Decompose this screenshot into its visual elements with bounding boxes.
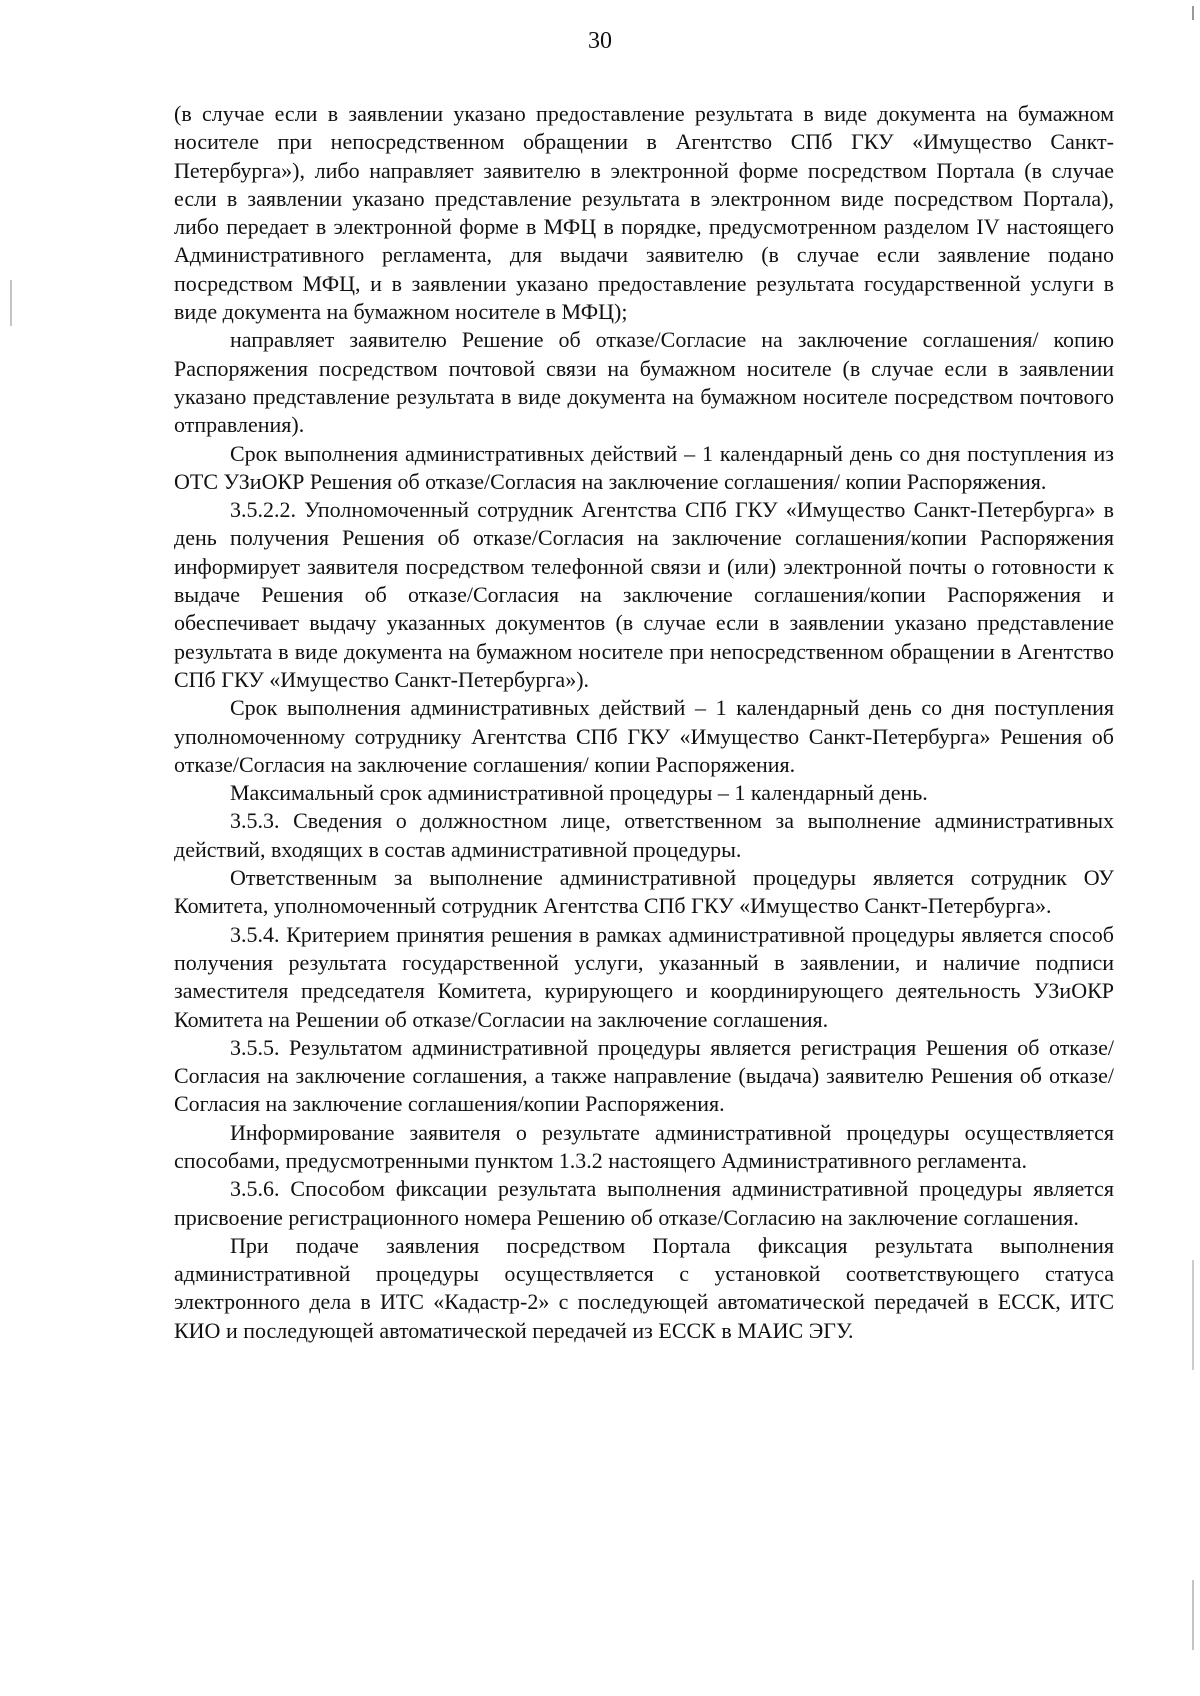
paragraph-deadline-1: Срок выполнения административных действий – 1 календарный день со дня поступления из ОТС УЗиОКР Решения об отказе/Согласия на заключение соглашения/ копии Распоряжения. [174,440,1114,494]
scan-artifact [1192,1580,1194,1650]
paragraph-portal-fixation: При подаче заявления посредством Портала фиксация результата выполнения административной процедуры осуществляется с установкой соответствующего статуса электронного дела в ИТС «Кадастр-2» с последующей автоматической передачей в ЕССК, ИТС КИО и последующей автоматической передачей из ЕССК в МАИС ЭГУ. [174,1232,1114,1343]
scan-artifact [1192,6,1194,20]
scan-artifact [1192,1260,1194,1370]
document-body [174,100,1114,1345]
paragraph-3-5-5: 3.5.5. Результатом административной процедуры является регистрация Решения об отказе/Согласия на заключение соглашения, а также направление (выдача) заявителю Решения об отказе/Согласия на заключение соглашения/копии Распоряжения. [174,1034,1114,1117]
paragraph-informing: Информирование заявителя о результате административной процедуры осуществляется способами, предусмотренными пунктом 1.3.2 настоящего Административного регламента. [174,1119,1114,1173]
scan-artifact [10,280,12,326]
paragraph-3-5-4: 3.5.4. Критерием принятия решения в рамках административной процедуры является способ получения результата государственной услуги, указанный в заявлении, и наличие подписи заместителя председателя Комитета, курирующего и координирующего деятельность УЗиОКР Комитета на Решении об отказе/Согласии на заключение соглашения. [174,921,1114,1032]
paragraph-postal-delivery: направляет заявителю Решение об отказе/Согласие на заключение соглашения/ копию Распоряжения посредством почтовой связи на бумажном носителе (в случае если в заявлении указано представление результата в виде документа на бумажном носителе посредством почтового отправления). [174,327,1114,438]
paragraph-continuation: (в случае если в заявлении указано предоставление результата в виде документа на бумажном носителе при непосредственном обращении в Агентство СПб ГКУ «Имущество Санкт-Петербурга»), либо направляет заявителю в электронной форме посредством Портала (в случае если в заявлении указано представление результата в электронном виде посредством Портала), либо передает в электронной форме в МФЦ в порядке, предусмотренном разделом IV настоящего Административного регламента, для выдачи заявителю (в случае если заявление подано посредством МФЦ, и в заявлении указано предоставление результата государственной услуги в виде документа на бумажном носителе в МФЦ); [174,101,1114,325]
paragraph-responsible: Ответственным за выполнение административной процедуры является сотрудник ОУ Комитета, уполномоченный сотрудник Агентства СПб ГКУ «Имущество Санкт-Петербурга». [174,865,1114,919]
paragraph-3-5-2-2: 3.5.2.2. Уполномоченный сотрудник Агентства СПб ГКУ «Имущество Санкт-Петербурга» в день получения Решения об отказе/Согласия на заключение соглашения/копии Распоряжения информирует заявителя посредством телефонной связи и (или) электронной почты о готовности к выдаче Решения об отказе/Согласия на заключение соглашения/копии Распоряжения и обеспечивает выдачу указанных документов (в случае если в заявлении указано представление результата в виде документа на бумажном носителе при непосредственном обращении в Агентство СПб ГКУ «Имущество Санкт-Петербурга»). [174,497,1114,692]
paragraph-3-5-6: 3.5.6. Способом фиксации результата выполнения административной процедуры является присвоение регистрационного номера Решению об отказе/Согласию на заключение соглашения. [174,1176,1114,1230]
paragraph-3-5-3: 3.5.3. Сведения о должностном лице, ответственном за выполнение административных действий, входящих в состав административной процедуры. [174,808,1114,862]
paragraph-max-deadline: Максимальный срок административной процедуры – 1 календарный день. [230,780,928,806]
page-number: 30 [588,28,612,54]
paragraph-deadline-2: Срок выполнения административных действий – 1 календарный день со дня поступления уполномоченному сотруднику Агентства СПб ГКУ «Имущество Санкт-Петербурга» Решения об отказе/Согласия на заключение соглашения/ копии Распоряжения. [174,695,1114,777]
